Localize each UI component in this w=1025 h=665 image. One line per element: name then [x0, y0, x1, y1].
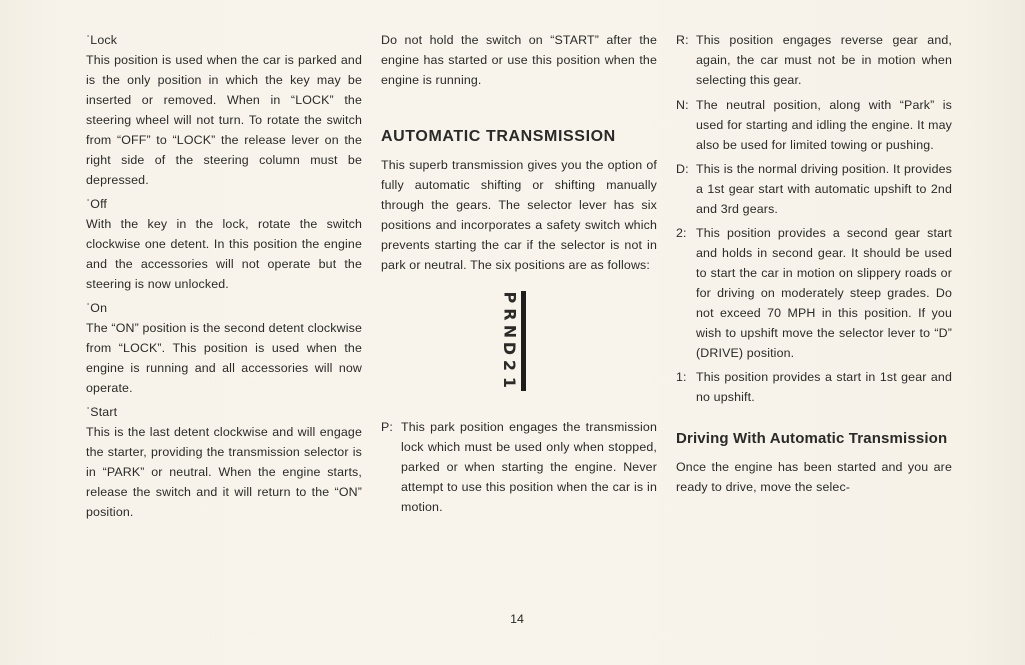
page-number: 14 — [510, 612, 524, 626]
gear-item-drive — [676, 159, 952, 219]
start-text: This is the last detent clockwise and will engage the starter, providing the transmission selector is in “PARK” or neutral. When the engine starts, release the switch and it will return to the “ON” position. — [86, 425, 362, 519]
gear-item-first — [676, 367, 952, 407]
on-heading: ˈOn — [86, 301, 108, 315]
gear-item-neutral — [676, 95, 952, 155]
driving-subtitle: Driving With Automatic Transmission — [676, 430, 948, 447]
column-gear-positions — [676, 30, 952, 497]
column-ignition-positions — [86, 30, 362, 522]
gear-item-reverse — [676, 30, 952, 90]
gear-text-reverse: This position engages reverse gear and, again, the car must not be in motion when selecting this gear. — [696, 33, 952, 87]
gear-letter-n: N — [500, 324, 520, 339]
transmission-description: This superb transmission gives you the option of fully automatic shifting or shifting manually through the gears. The selector lever has six positions and incorporates a safety switch which prevents starting the car if the selector is not in park or neutral. The six positions are as follows: — [381, 158, 657, 272]
gear-key-neutral: N: — [676, 98, 689, 112]
gear-text-first: This position provides a start in 1st gear and no upshift. — [696, 370, 952, 404]
gear-item-second — [676, 223, 952, 363]
gear-text-neutral: The neutral position, along with “Park” is used for starting and idling the engine. It may also be used for limited towing or pushing. — [696, 98, 952, 152]
gear-key-second: 2: — [676, 226, 687, 240]
driving-text: Once the engine has been started and you are ready to drive, move the selec- — [676, 460, 952, 494]
on-text: The “ON” position is the second detent clockwise from “LOCK”. This position is used when the engine is running and all accessories will now operate. — [86, 321, 362, 395]
gear-letter-d: D — [500, 341, 520, 356]
column-automatic-transmission — [381, 30, 657, 517]
gear-letter-2: 2 — [500, 359, 520, 372]
lock-text: This position is used when the car is parked and is the only position in which the key may be inserted or removed. When in “LOCK” the steering wheel will not turn. To rotate the switch from “OFF” to “LOCK” the release lever on the right side of the steering column must be depressed. — [86, 53, 362, 187]
gear-text-drive: This is the normal driving position. It provides a 1st gear start with automatic upshift to 2nd and 3rd gears. — [696, 162, 952, 216]
gear-selector-letters — [502, 289, 518, 391]
gear-key-reverse: R: — [676, 33, 689, 47]
gear-item-park — [381, 417, 657, 517]
gear-text-second: This position provides a second gear start and holds in second gear. It should be used to start the car in motion on slippery roads or for driving on moderately steep grades. Do not exceed 70 MPH in this position. If you wish to upshift move the selector lever to “D” (DRIVE) position. — [696, 226, 952, 360]
gear-key-first: 1: — [676, 370, 687, 384]
off-heading: ˈOff — [86, 197, 108, 211]
off-text: With the key in the lock, rotate the switch clockwise one detent. In this position the engine and the accessories will not operate but the steering is now unlocked. — [86, 217, 362, 291]
start-warning-text: Do not hold the switch on “START” after the engine has started or use this position when the engine is running. — [381, 33, 657, 87]
gear-key-park: P: — [381, 420, 394, 434]
lock-heading: ˈLock — [86, 33, 118, 47]
gear-selector-bar — [521, 291, 526, 391]
gear-letter-r: R — [500, 308, 520, 321]
gear-text-park: This park position engages the transmission lock which must be used only when stopped, parked or when starting the engine. Never attempt to use this position when the car is in motion. — [401, 420, 657, 514]
gear-letter-p: P — [500, 291, 520, 304]
section-title: AUTOMATIC TRANSMISSION — [381, 128, 616, 145]
gear-letter-1: 1 — [500, 376, 520, 389]
gear-selector-diagram — [381, 289, 657, 407]
start-heading: ˈStart — [86, 405, 118, 419]
gear-key-drive: D: — [676, 162, 689, 176]
